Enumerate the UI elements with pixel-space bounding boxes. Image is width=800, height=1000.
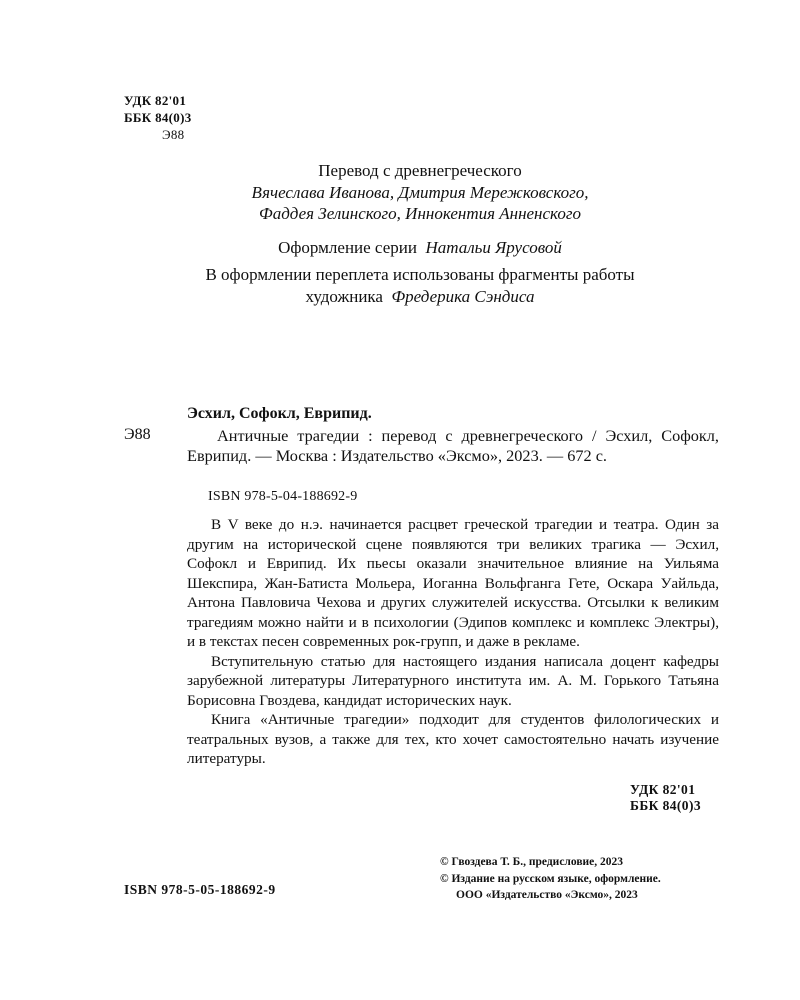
translators-line-1: Вячеслава Иванова, Дмитрия Мережковского, (251, 182, 589, 202)
record-isbn: ISBN 978-5-04-188692-9 (208, 489, 358, 504)
annotation-paragraph-3: Книга «Античные трагедии» подходит для студентов филологических и театральных вузов, а также для тех, кто хочет самостоятельно начать изучение литературы. (187, 711, 719, 767)
annotation-paragraph-1: В V веке до н.э. начинается расцвет греческой трагедии и театра. Один за другим на исторической сцене появляются три великих трагика — Эсхил, Софокл и Еврипид. Их пьесы оказали значительное влияние на Уильяма Шекспира, Жан-Батиста Мольера, Иоганна Вольфганга Гете, Оскара Уайльда, Антона Павловича Чехова и других служителей искусства. Отсылки к великим трагедиям можно найти и в психологии (Эдипов комплекс и комплекс Электры), и в текстах песен современных рок-групп, и даже в рекламе. (187, 516, 719, 650)
copyright-block (440, 854, 661, 904)
translation-credits (0, 160, 800, 225)
annotation (187, 515, 719, 769)
bbk-code-bottom: ББК 84(0)3 (630, 798, 702, 813)
bbk-code: ББК 84(0)3 (124, 110, 192, 125)
binding-artist: Фредерика Сэндиса (391, 286, 535, 306)
binding-line-2 (0, 286, 800, 308)
udk-block-top (124, 92, 192, 143)
udk-code: УДК 82'01 (124, 93, 187, 108)
series-design-credit (0, 237, 800, 259)
binding-credit (0, 264, 800, 307)
copyright-line-3: ООО «Издательство «Эксмо», 2023 (456, 889, 638, 901)
isbn-bottom: ISBN 978-5-05-188692-9 (124, 882, 276, 897)
translators-line-2: Фаддея Зелинского, Иннокентия Анненского (259, 204, 581, 223)
record-authors: Эсхил, Софокл, Еврипид. (187, 405, 372, 422)
binding-label: художника (305, 286, 383, 306)
copyright-line-1: © Гвоздева Т. Б., предисловие, 2023 (440, 856, 624, 868)
record-description: Античные трагедии : перевод с древнегреческого / Эсхил, Софокл, Еврипид. — Москва : Издательство «Эксмо», 2023. — 672 с. (187, 426, 719, 465)
series-design-name: Натальи Ярусовой (425, 238, 562, 257)
annotation-paragraph-2: Вступительную статью для настоящего издания написала доцент кафедры зарубежной литературы Литературного института им. А. М. Горького Татьяна Борисовна Гвоздева, кандидат исторических наук. (187, 652, 719, 709)
udk-code-bottom: УДК 82'01 (630, 782, 696, 797)
record-code: Э88 (124, 426, 151, 443)
translation-line: Перевод с древнегреческого (318, 161, 522, 180)
binding-line-1: В оформлении переплета использованы фрагменты работы (205, 265, 635, 284)
udk-block-bottom (630, 782, 701, 814)
series-design-label: Оформление серии (278, 238, 417, 257)
author-sign-code: Э88 (162, 127, 185, 142)
copyright-line-2: © Издание на русском языке, оформление. (440, 872, 661, 885)
